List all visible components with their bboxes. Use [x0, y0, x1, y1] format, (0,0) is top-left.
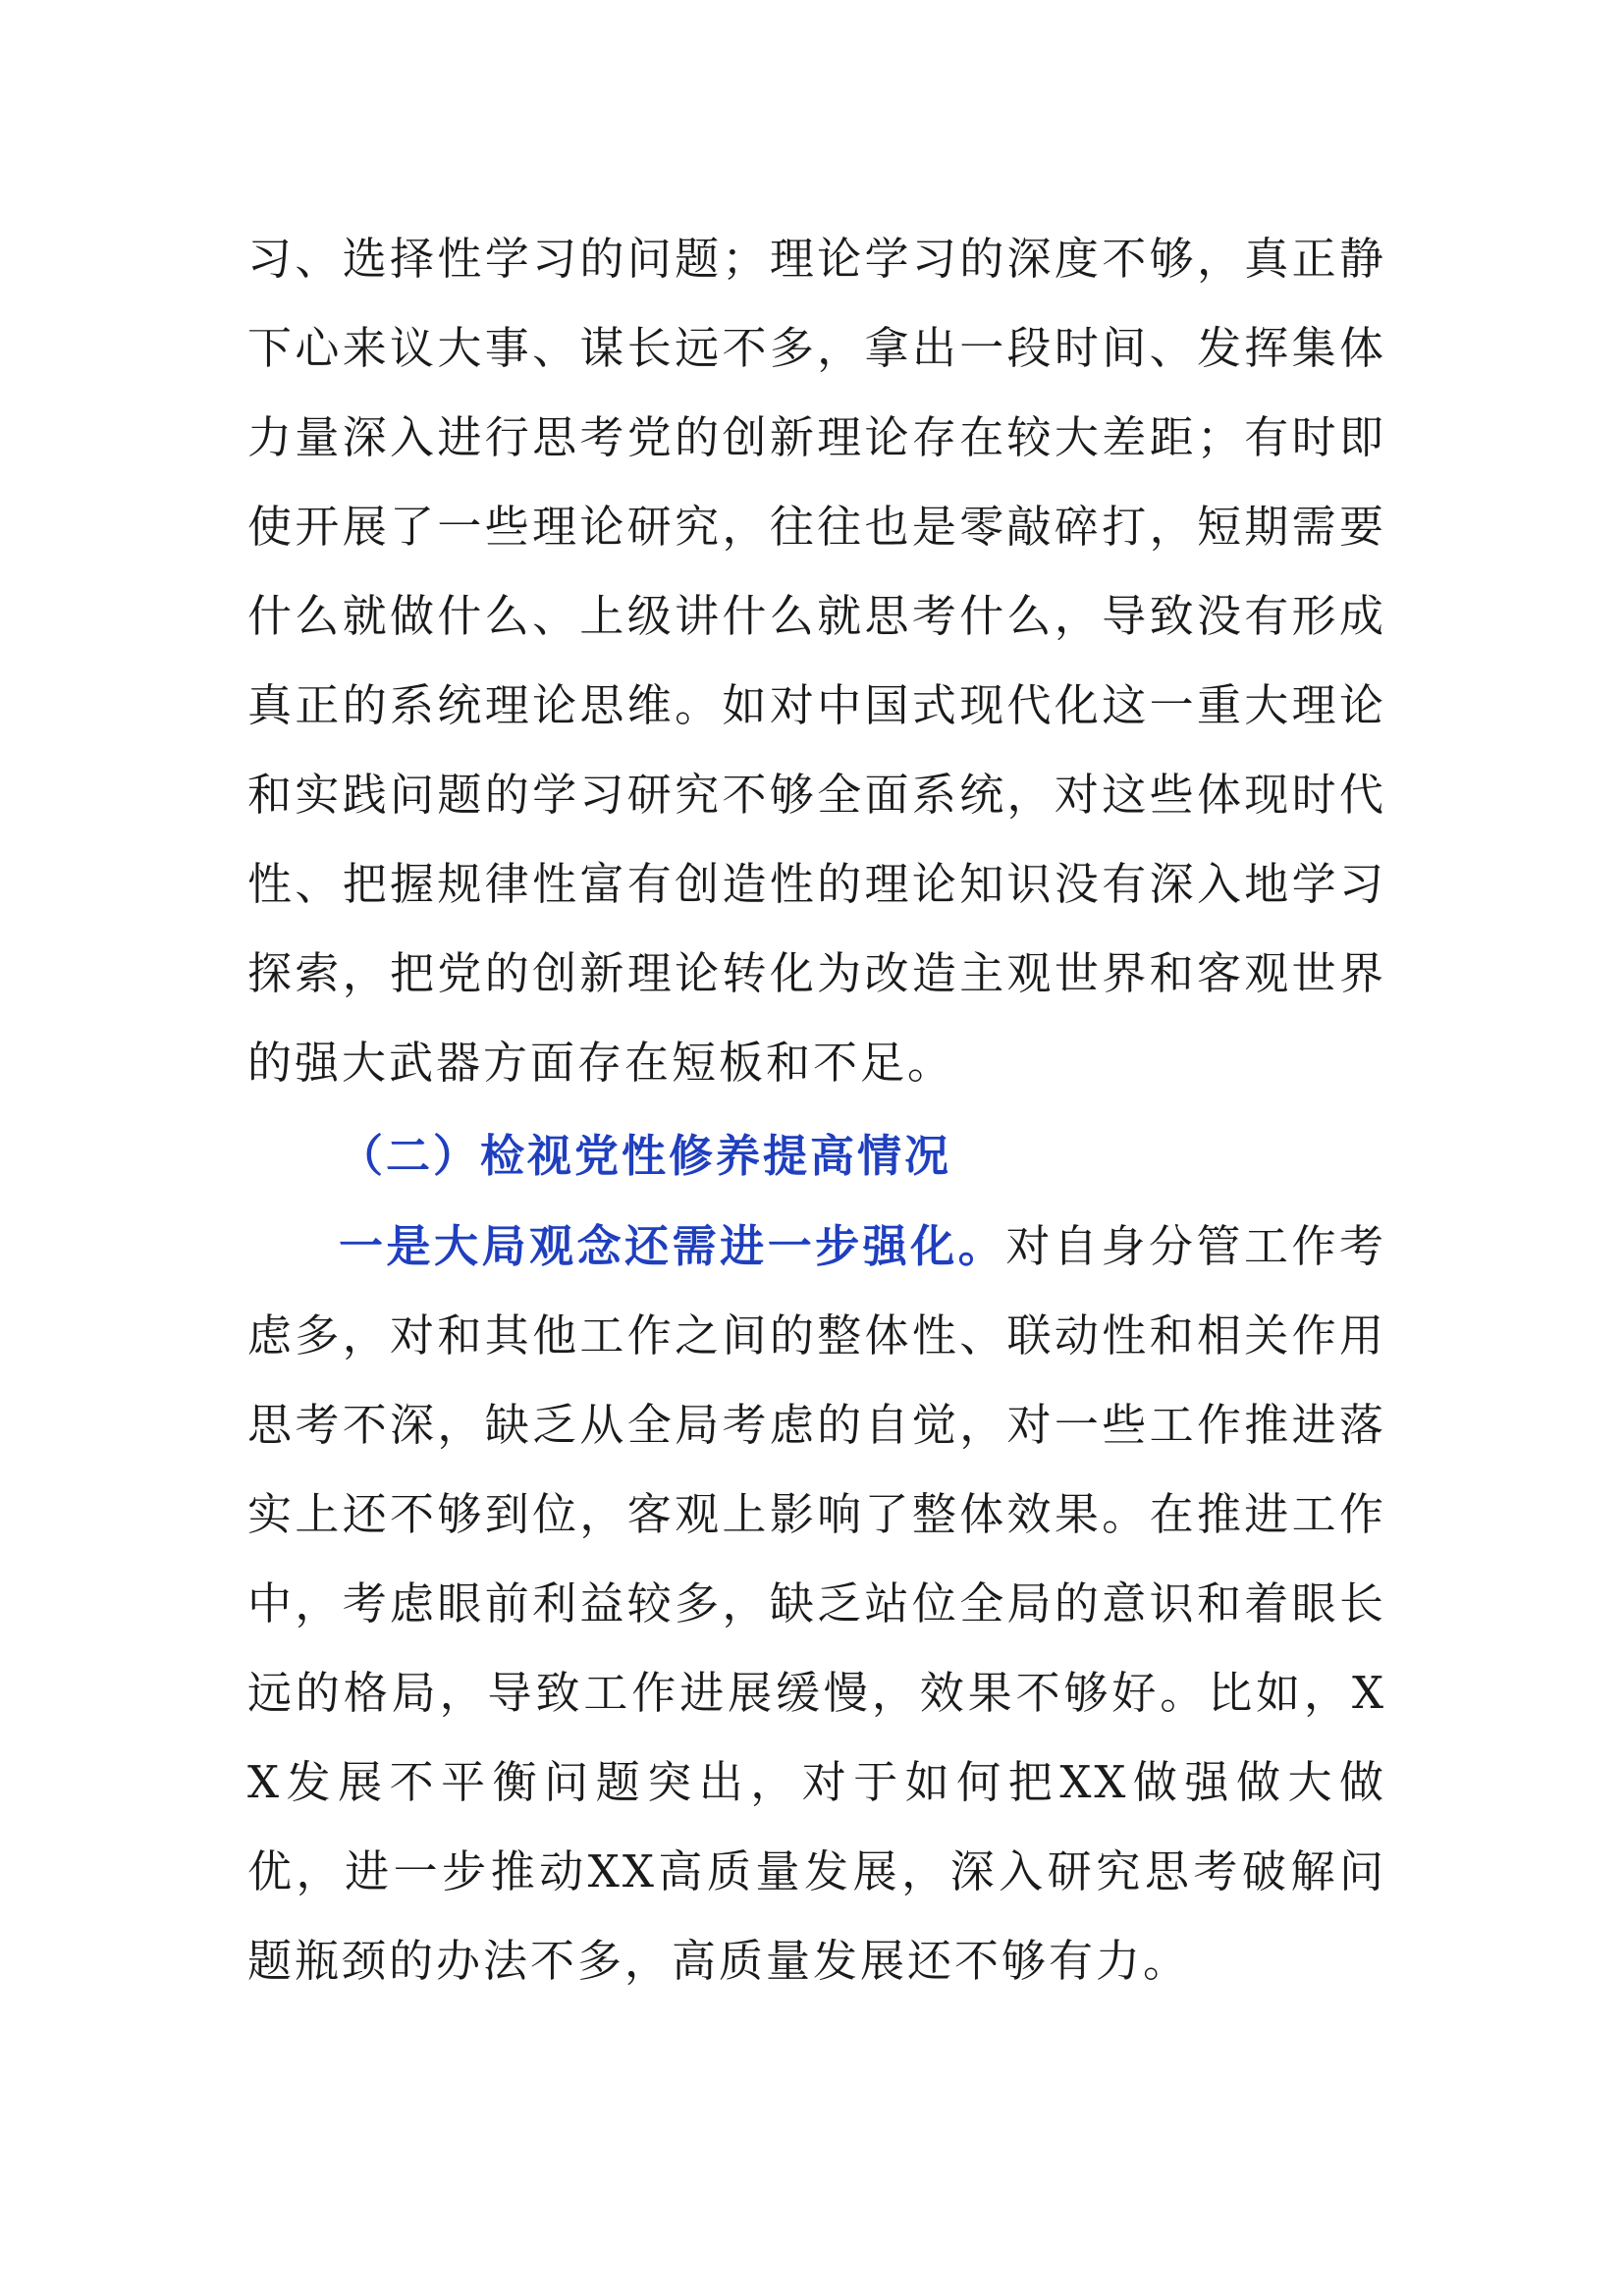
- section-heading: （二）检视党性修养提高情况: [339, 1130, 952, 1182]
- body-paragraph-1: 习、选择性学习的问题；理论学习的深度不够，真正静下心来议大事、谋长远不多，拿出一段时间、发挥集体力量深入进行思考党的创新理论存在较大差距；有时即使开展了一些理论研究，往往也是零敲碎打，短期需要什么就做什么、上级讲什么就思考什么，导致没有形成真正的系统理论思维。如对中国式现代化这一重大理论和实践问题的学习研究不够全面系统，对这些体现时代性、把握规律性富有创造性的理论知识没有深入地学习探索，把党的创新理论转化为改造主观世界和客观世界的强大武器方面存在短板和不足。: [247, 233, 1386, 1089]
- paragraph-lead-sentence: 一是大局观念还需进一步强化。: [339, 1220, 1006, 1272]
- paragraph-body-text: 对自身分管工作考虑多，对和其他工作之间的整体性、联动性和相关作用思考不深，缺乏从全局考虑的自觉，对一些工作推进落实上还不够到位，客观上影响了整体效果。在推进工作中，考虑眼前利益较多，缺乏站位全局的意识和着眼长远的格局，导致工作进展缓慢，效果不够好。比如，XX发展不平衡问题突出，对于如何把XX做强做大做优，进一步推动XX高质量发展，深入研究思考破解问题瓶颈的办法不多，高质量发展还不够有力。: [247, 1220, 1386, 1987]
- body-paragraph-2: [247, 1201, 1386, 2005]
